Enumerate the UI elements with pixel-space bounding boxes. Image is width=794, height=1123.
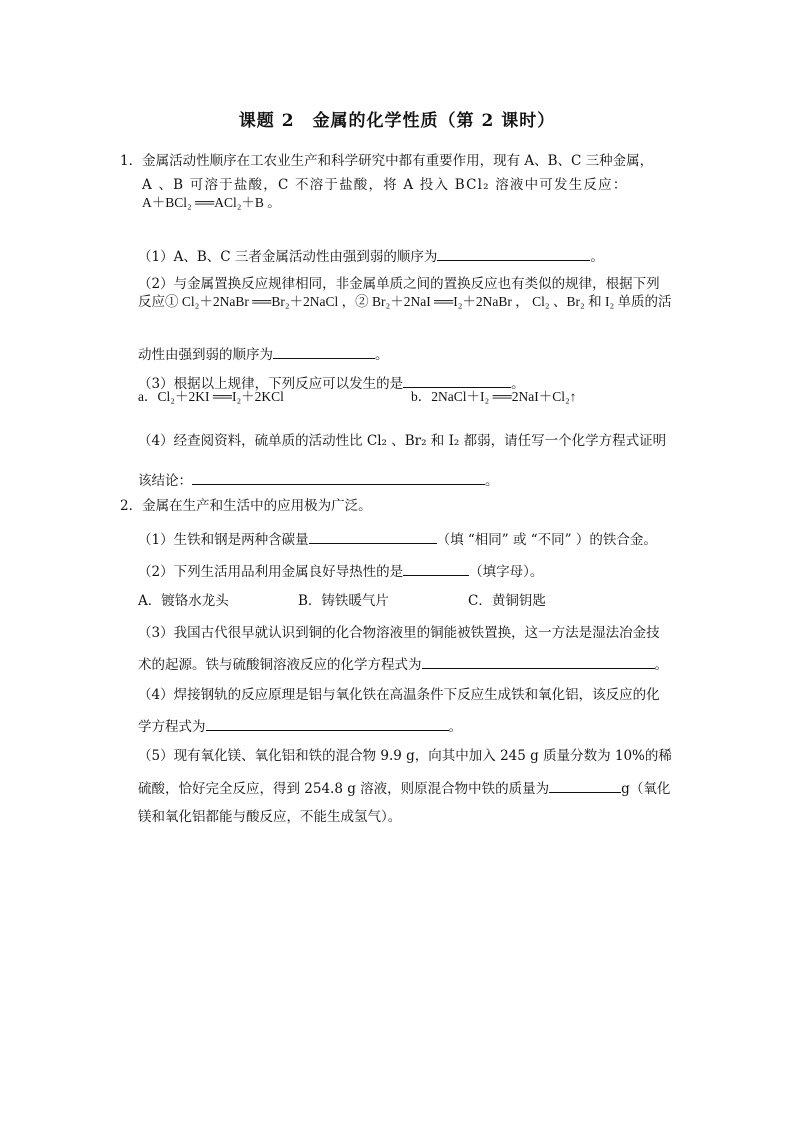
q2-part-1-answer-blank[interactable] [309, 529, 437, 544]
q2-part-2-answer-blank[interactable] [403, 561, 469, 576]
q1-intro-1: 金属活动性顺序在工农业生产和科学研究中都有重要作用，现有 A、B、C 三种金属， [142, 153, 654, 169]
q1-part-3-answer-blank[interactable] [403, 373, 511, 388]
q2-option-a: A．镀铬水龙头 [138, 593, 229, 609]
q2-option-c: C．黄铜钥匙 [468, 593, 546, 609]
q1-part-4-answer-blank[interactable] [192, 470, 485, 485]
q1-part-1-answer-blank[interactable] [437, 246, 590, 261]
q2-part-1-text: （1）生铁和钢是两种含碳量 [138, 532, 309, 548]
q2-part-4-answer-blank[interactable] [206, 716, 449, 731]
q1-part-2-end: 。 [375, 347, 389, 363]
q1-part-3-option-b: b．2NaCl＋I₂ ══2NaI＋Cl₂↑ [411, 389, 577, 404]
q2-part-1 [138, 529, 657, 549]
q1-part-3-text: （3）根据以上规律，下列反应可以发生的是 [138, 376, 404, 392]
q2-option-b: B．铸铁暖气片 [298, 593, 389, 609]
q1-part-3-option-a: a．Cl₂＋2KI ══I₂＋2KCl [138, 389, 284, 404]
q1-part-4-line-2 [138, 470, 499, 490]
q2-part-2-end: （填字母）。 [469, 564, 544, 580]
q2-part-4-text: 学方程式为 [138, 719, 206, 735]
q1-part-2-line-1: （2）与金属置换反应规律相同，非金属单质之间的置换反应也有类似的规律，根据下列 [138, 276, 660, 292]
q1-part-2-answer-blank[interactable] [273, 344, 375, 359]
q2-part-3-line-1: （3）我国古代很早就认识到铜的化合物溶液里的铜能被铁置换，这一方法是湿法冶金技 [138, 625, 660, 641]
q1-part-1-text: （1）A、B、C 三者金属活动性由强到弱的顺序为 [138, 249, 438, 265]
q1-part-2-text: 动性由强到弱的顺序为 [138, 347, 273, 363]
q1-part-4-text: 该结论： [138, 473, 192, 489]
q1-part-3-end: 。 [511, 376, 525, 392]
q2-part-4-end: 。 [448, 719, 462, 735]
q1-part-4-end: 。 [485, 473, 499, 489]
q2-part-2 [138, 561, 543, 581]
q1-intro-2: A 、B 可溶于盐酸，C 不溶于盐酸，将 A 投入 BCl₂ 溶液中可发生反应： [142, 177, 628, 193]
q1-part-4-line-1: （4）经查阅资料，硫单质的活动性比 Cl₂ 、Br₂ 和 I₂ 都弱，请任写一个化学方程式证明 [138, 433, 667, 449]
q2-number: 2． [120, 498, 143, 514]
q2-part-4-line-1: （4）焊接钢轨的反应原理是铝与氧化铁在高温条件下反应生成铁和氧化铝，该反应的化 [138, 687, 660, 703]
q1-part-2-line-3 [138, 344, 389, 364]
q2-part-5-line-3: 镁和氧化铝都能与酸反应，不能生成氢气）。 [138, 809, 402, 825]
q2-part-3-text: 术的起源。铁与硫酸铜溶液反应的化学方程式为 [138, 657, 422, 673]
page-title: 课题 2 金属的化学性质（第 2 课时） [238, 111, 556, 131]
q2-line-1 [120, 497, 372, 515]
q2-part-5-answer-blank[interactable] [549, 778, 621, 793]
q1-line-1 [120, 152, 653, 170]
q2-part-5-end: g（氧化 [621, 781, 671, 797]
q2-part-1-end: （填 “相同” 或 “不同” ）的铁合金。 [436, 532, 657, 548]
q2-intro: 金属在生产和生活中的应用极为广泛。 [142, 498, 372, 514]
q2-part-4-line-2 [138, 716, 462, 736]
q2-part-5-line-2 [138, 778, 670, 798]
q2-part-3-end: 。 [654, 657, 668, 673]
q1-intro-3: A＋BCl₂ ══ACl₂＋B 。 [142, 195, 281, 210]
q1-part-2-line-2: 反应① Cl₂＋2NaBr ══Br₂＋2NaCl ，② Br₂＋2NaI ══I₂＋2NaBr ， Cl₂ 、Br₂ 和 I₂ 单质的活 [138, 294, 672, 309]
q2-part-3-answer-blank[interactable] [422, 654, 655, 669]
q2-part-3-line-2 [138, 654, 668, 674]
q1-part-1 [138, 246, 604, 266]
q2-part-2-text: （2）下列生活用品利用金属良好导热性的是 [138, 564, 404, 580]
q1-part-1-end: 。 [590, 249, 604, 265]
q2-part-5-text: 硫酸，恰好完全反应，得到 254.8 g 溶液，则原混合物中铁的质量为 [138, 781, 550, 797]
q1-number: 1． [120, 153, 143, 169]
q2-part-5-line-1: （5）现有氧化镁、氧化铝和铁的混合物 9.9 g，向其中加入 245 g 质量分数为 10%的稀 [138, 748, 672, 764]
